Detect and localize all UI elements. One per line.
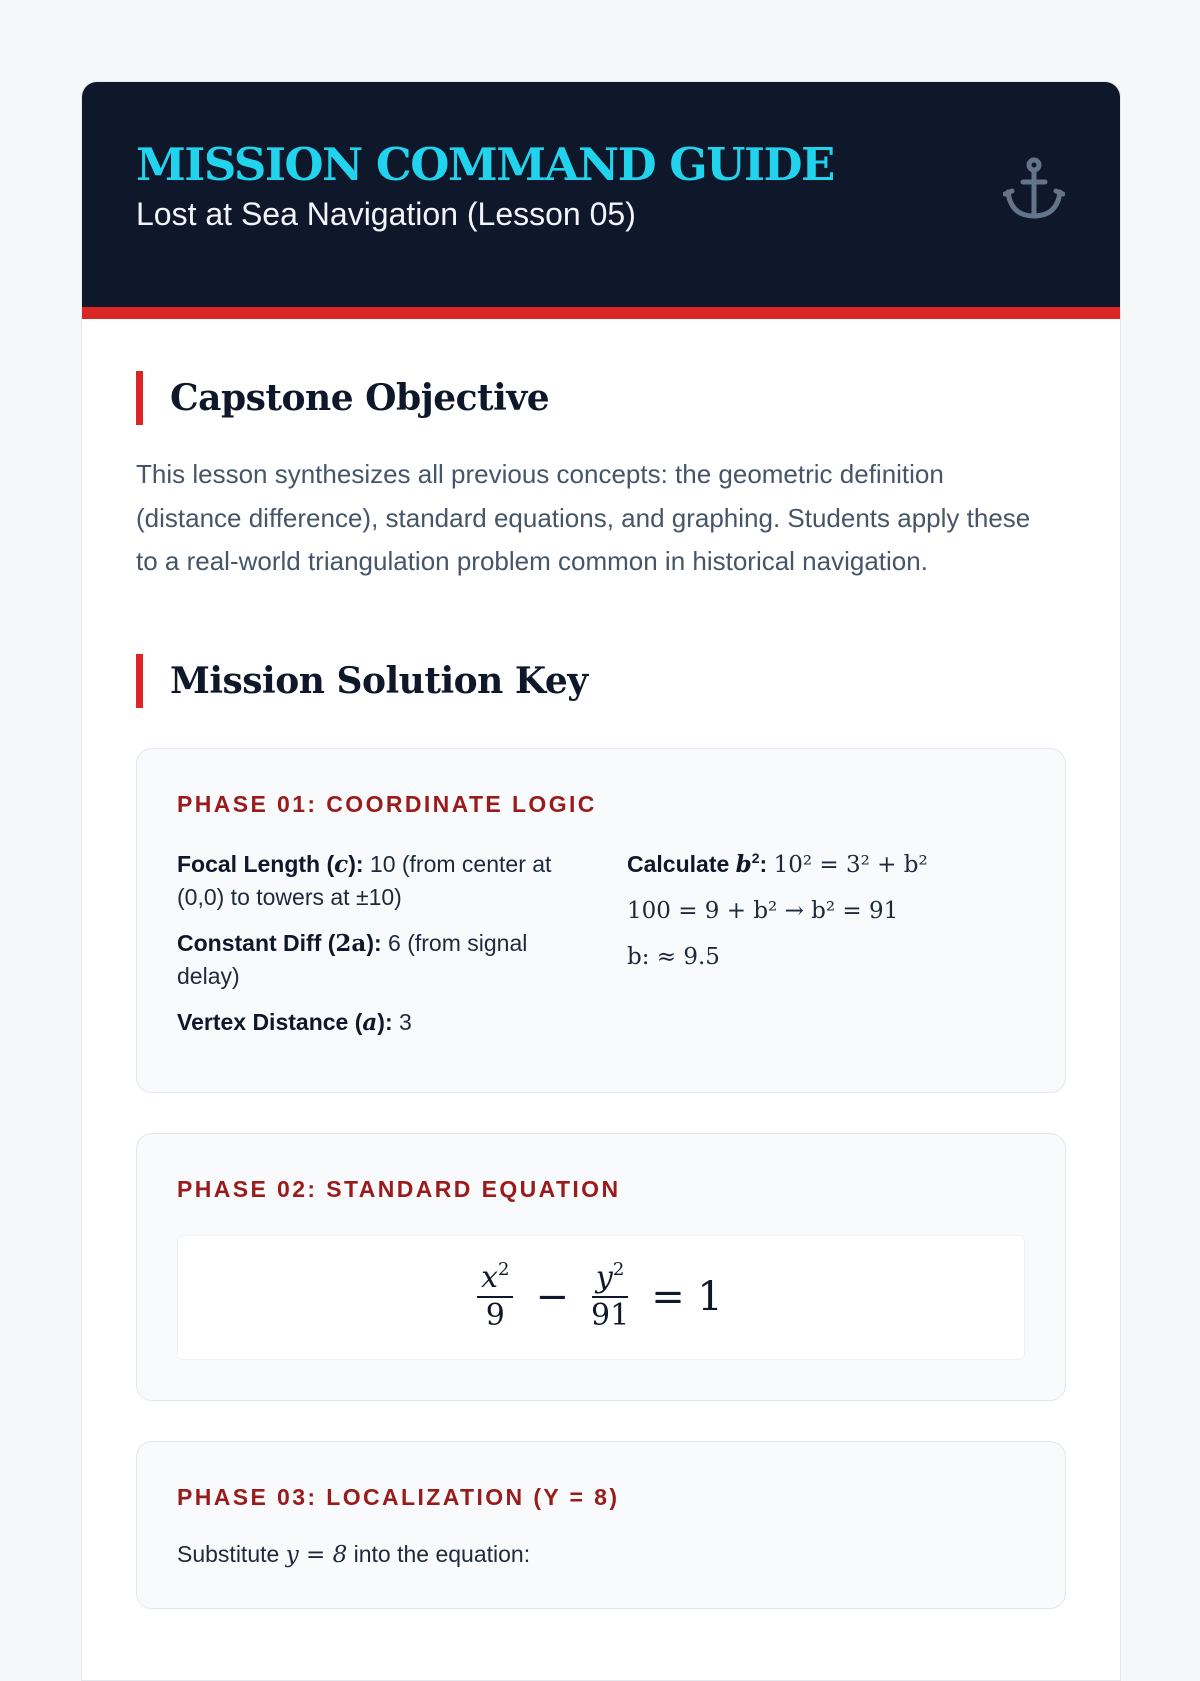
objective-text: This lesson synthesizes all previous concepts: the geometric definition (distance difference), standard equations, and graphing. Students apply these to a real-world triangulation problem common in historical navigation.: [136, 459, 1031, 576]
anchor-icon: [1003, 156, 1065, 222]
focal-length-label: Focal Length (c):: [177, 850, 364, 878]
header-accent-stripe: [82, 307, 1120, 319]
calc-label: Calculate $b^2$:: [627, 849, 768, 878]
page-title: MISSION COMMAND GUIDE: [136, 138, 834, 191]
focal-length-value: 10 (from center at (0,0) to towers at ±10): [177, 850, 552, 910]
x-fraction: $\frac{x^2}{9}$: [477, 1260, 513, 1334]
calc-line-1-eq: 10² = 3² + b²: [773, 851, 928, 878]
constant-diff-value: 6 (from signal delay): [177, 929, 528, 989]
standard-equation: [177, 1235, 1025, 1360]
phase-01-card: [136, 748, 1066, 1093]
minus-sign: −: [535, 1274, 569, 1320]
content: [82, 319, 1120, 1609]
phase-02-title: PHASE 02: STANDARD EQUATION: [177, 1175, 621, 1202]
phase-02-card: [136, 1133, 1066, 1401]
phase-01-grid: [177, 848, 1025, 1052]
calc-line-3: b: ≈ 9.5: [627, 943, 720, 970]
phase-01-facts: [177, 848, 627, 1052]
phase-01-title: PHASE 01: COORDINATE LOGIC: [177, 790, 597, 817]
calc-line-1: [627, 848, 1025, 882]
phase-03-text: Substitute y = 8 into the equation:: [177, 1540, 531, 1568]
phase-03-title: PHASE 03: LOCALIZATION (Y = 8): [177, 1483, 620, 1510]
phase-01-calculation: [627, 848, 1025, 1052]
page-subtitle: Lost at Sea Navigation (Lesson 05): [136, 196, 636, 232]
solution-heading: Mission Solution Key: [136, 654, 1066, 708]
lesson-card: [81, 81, 1121, 1681]
vertex-distance-label: Vertex Distance (a):: [177, 1008, 393, 1036]
constant-diff-fact: [177, 927, 577, 993]
vertex-distance-value: 3: [392, 1008, 412, 1035]
focal-length-fact: [177, 848, 577, 914]
phase-03-card: [136, 1441, 1066, 1609]
equation-rhs: = 1: [651, 1274, 723, 1320]
vertex-distance-fact: [177, 1006, 577, 1039]
calc-line-2: 100 = 9 + b² → b² = 91: [627, 897, 899, 924]
y-fraction: $\frac{y^2}{91}$: [591, 1259, 630, 1333]
constant-diff-label: Constant Diff (2a):: [177, 929, 382, 957]
objective-heading: Capstone Objective: [136, 371, 1066, 425]
header: [82, 82, 1120, 307]
